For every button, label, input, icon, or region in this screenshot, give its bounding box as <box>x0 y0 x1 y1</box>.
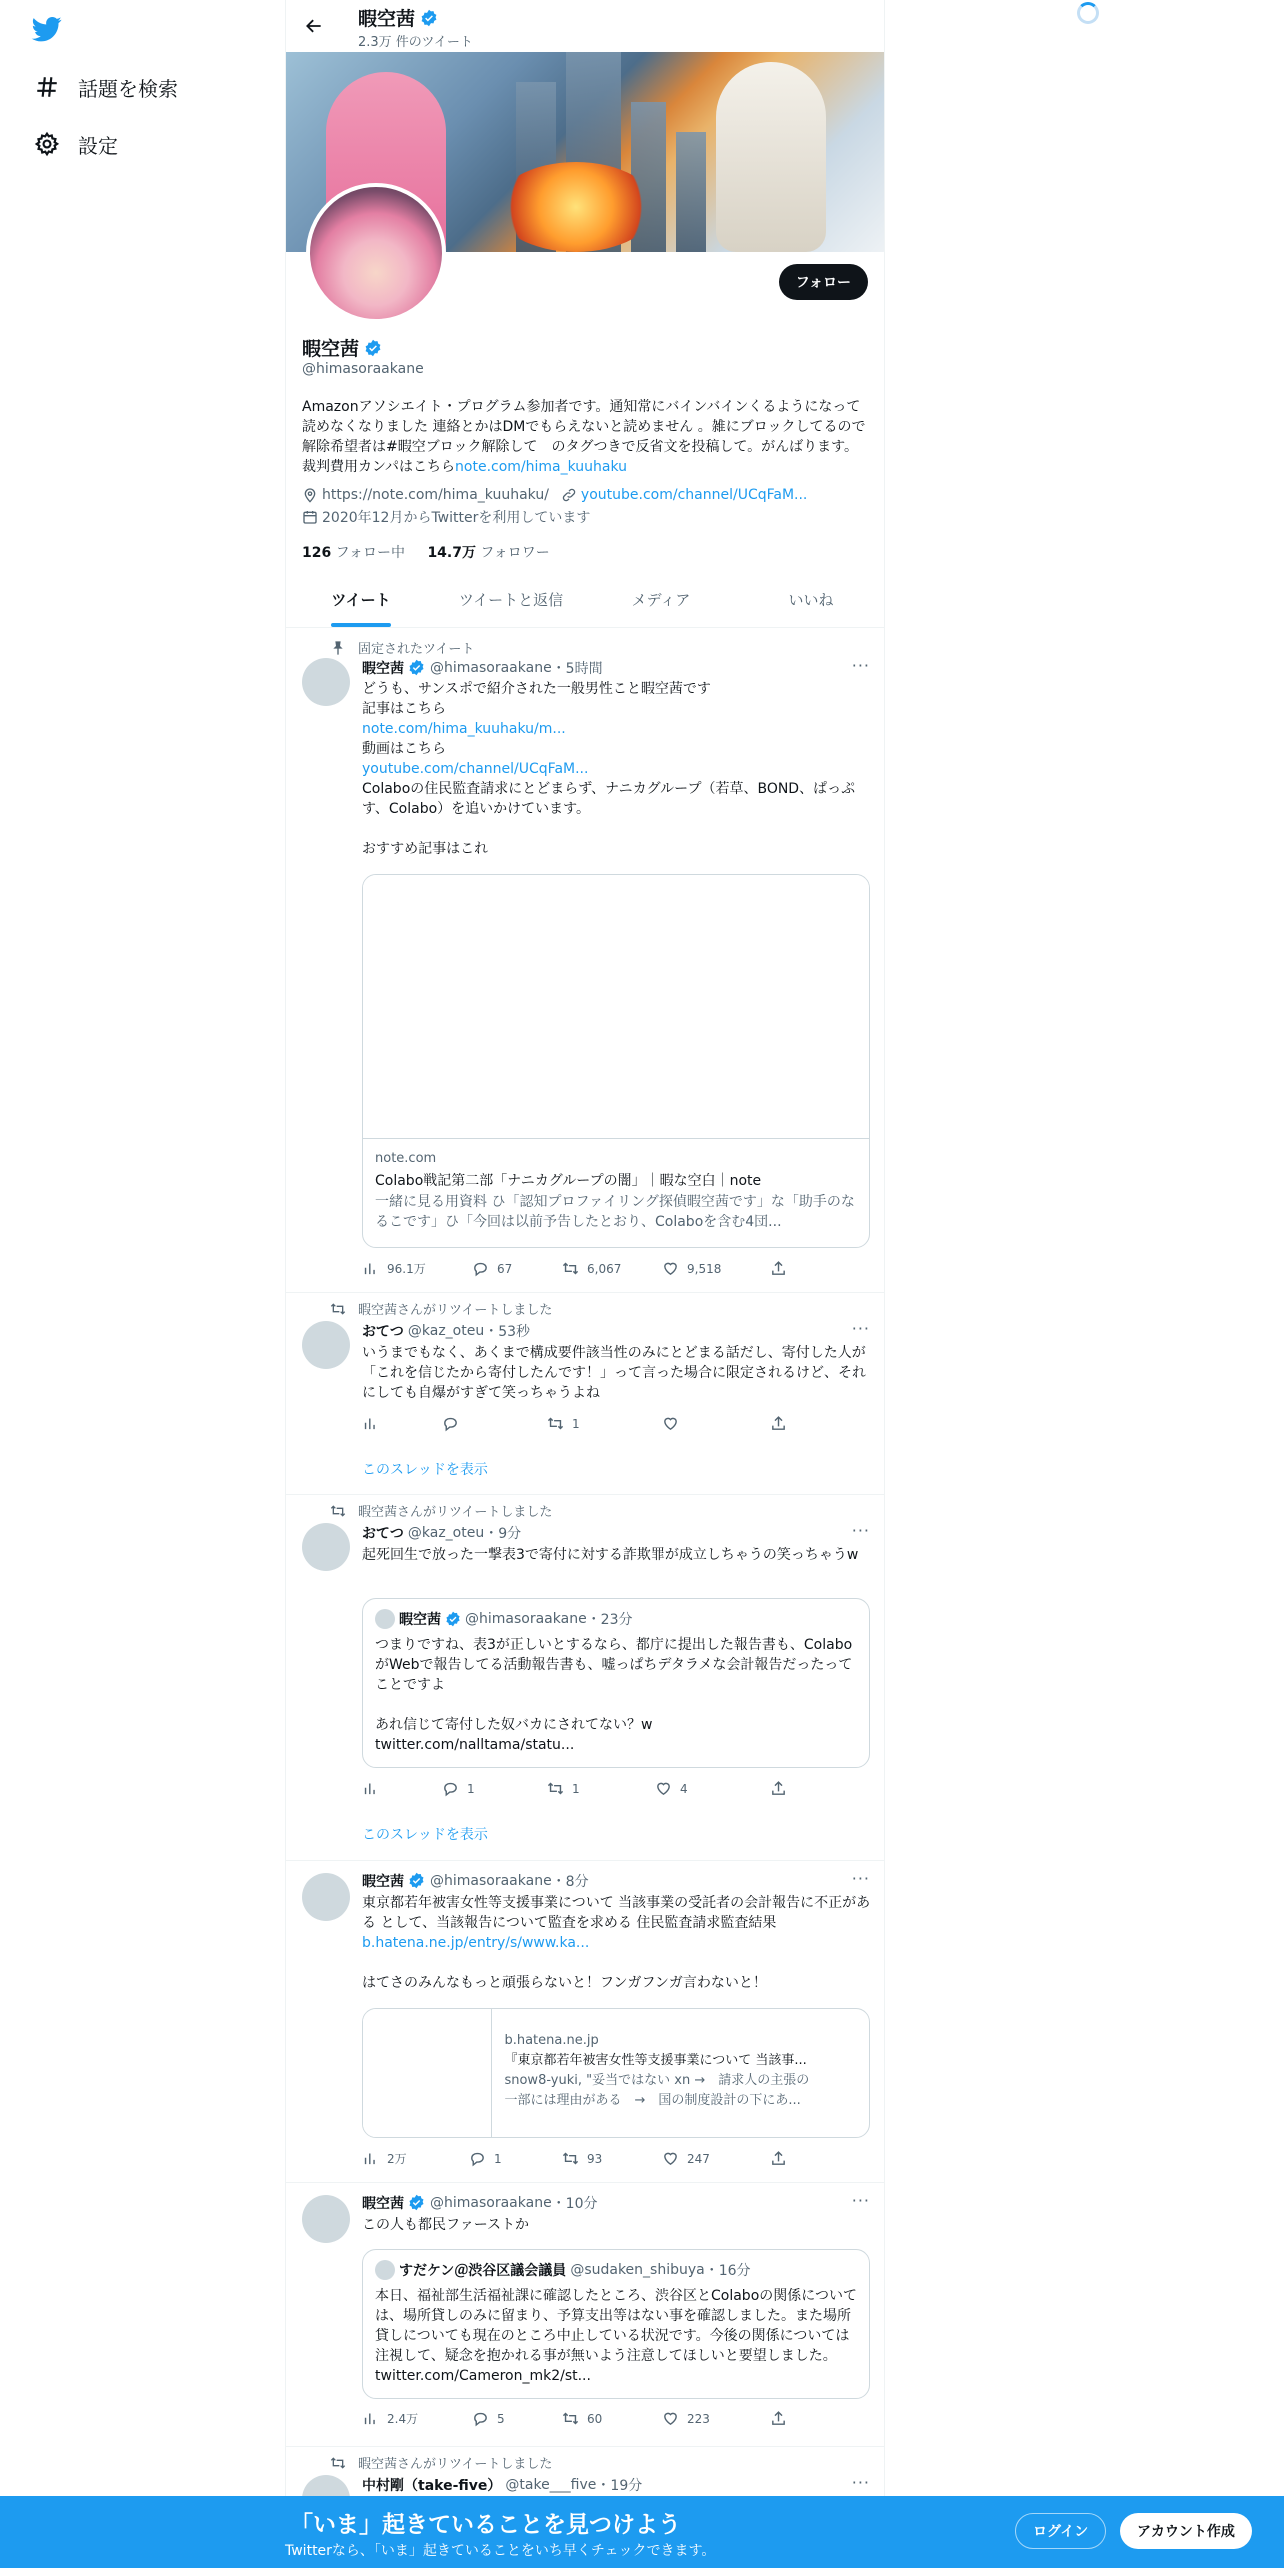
following-label: フォロー中 <box>331 545 405 561</box>
share-icon <box>770 2150 787 2167</box>
following-link[interactable] <box>302 545 405 561</box>
quoted-tweet[interactable] <box>362 2249 870 2399</box>
tweet-time[interactable]: ・53秒 <box>484 1324 531 1340</box>
tweet-header <box>362 1523 521 1543</box>
share-button[interactable] <box>770 2150 787 2167</box>
share-button[interactable] <box>770 1780 787 1797</box>
follow-stats <box>302 542 550 562</box>
tweet-link[interactable]: youtube.com/channel/UCqFaM... <box>362 761 589 777</box>
verified-badge-icon <box>364 339 382 357</box>
retweet-context-icon <box>330 2455 346 2471</box>
link-card-image <box>363 875 869 1139</box>
tweet-time[interactable]: ・19分 <box>596 2478 643 2494</box>
retweet-button[interactable] <box>562 2410 602 2427</box>
tweet-author-handle[interactable]: @kaz_oteu <box>407 1323 485 1339</box>
like-count: 223 <box>687 2411 710 2426</box>
reply-icon <box>442 1780 459 1797</box>
avatar[interactable] <box>302 1321 350 1369</box>
link-card-description: snow8-yuki, "妥当ではない xn → 請求人の主張の <box>504 2073 810 2088</box>
retweet-icon <box>562 2410 579 2427</box>
avatar <box>375 1609 395 1629</box>
retweet-icon <box>562 2150 579 2167</box>
tab-tweets[interactable]: ツイート <box>286 572 436 627</box>
retweet-button[interactable] <box>547 1780 580 1797</box>
tweet-header <box>362 658 603 678</box>
profile-header-bar <box>286 0 885 52</box>
tweet-actions <box>362 1415 782 1435</box>
reply-button[interactable] <box>442 1780 475 1797</box>
tweet-text <box>362 679 872 859</box>
tweet-author-name[interactable]: 中村剛（take-five） <box>362 2478 502 2494</box>
signup-button[interactable]: アカウント作成 <box>1120 2513 1252 2549</box>
like-button[interactable] <box>662 1415 687 1432</box>
tweet-context <box>330 638 474 657</box>
show-thread-link[interactable]: このスレッドを表示 <box>362 1827 488 1843</box>
tweet-author-name[interactable]: 暇空茜 <box>362 661 404 677</box>
link-card-image <box>363 2009 492 2137</box>
tweet-actions <box>362 1780 782 1800</box>
views-button[interactable] <box>362 1260 426 1277</box>
more-options-icon[interactable]: ··· <box>851 2473 870 2492</box>
tweet-count: 2.3万 件のツイート <box>358 35 473 50</box>
login-button[interactable]: ログイン <box>1015 2513 1106 2549</box>
quoted-tweet-text: つまりですね、表3が正しいとするなら、都庁に提出した報告書も、ColaboがWebで報告してる活動報告書も、嘘っぱちデタラメな会計報告だったってことですよ あれ信じて寄付した奴バカにされてない？w twitter.com/nalltama/statu... <box>375 1637 853 1753</box>
tweet-text: この人も都民ファーストか <box>362 2217 530 2233</box>
verified-badge-icon <box>445 1611 461 1627</box>
reply-icon <box>472 2410 489 2427</box>
loading-spinner-icon <box>1077 2 1099 24</box>
nav-explore[interactable] <box>30 67 178 107</box>
tweet-line: Colaboの住民監査請求にとどまらず、ナニカグループ（若草、BOND、ぱっぷす、Colabo）を追いかけています。 おすすめ記事はこれ <box>362 781 856 857</box>
share-icon <box>770 1415 787 1432</box>
tweet-hatena[interactable] <box>286 1861 885 2183</box>
tweet-text: いうまでもなく、あくまで構成要件該当性のみにとどまる話だし、寄付した人が「これを信じたから寄付したんです！」って言った場合に限定されるけど、それにしても自爆がすぎて笑っちゃうよね <box>362 1345 866 1401</box>
quoted-author-handle: @sudaken_shibuya <box>570 2262 705 2278</box>
retweet-icon <box>547 1780 564 1797</box>
tweet-author-name[interactable]: 暇空茜 <box>362 2196 404 2212</box>
location-icon <box>302 487 318 503</box>
hashtag-icon <box>30 70 64 104</box>
tweet-retweet[interactable] <box>286 1293 885 1495</box>
like-button[interactable] <box>662 2150 710 2167</box>
retweet-icon <box>547 1415 564 1432</box>
tweet-context <box>330 1501 552 1520</box>
twitter-logo-icon[interactable] <box>30 14 64 44</box>
more-options-icon[interactable]: ··· <box>851 1319 870 1338</box>
retweet-count: 6,067 <box>587 1261 622 1276</box>
reply-button[interactable] <box>442 1415 467 1432</box>
verified-badge-icon <box>420 9 438 27</box>
header-name <box>358 4 438 31</box>
tweet-context <box>330 2453 552 2472</box>
quoted-time: ・16分 <box>704 2263 751 2279</box>
views-button[interactable] <box>362 1415 387 1432</box>
show-thread-link[interactable]: このスレッドを表示 <box>362 1462 488 1478</box>
tweet-author-name[interactable]: おてつ <box>362 1324 404 1340</box>
more-options-icon[interactable]: ··· <box>851 2191 870 2210</box>
signup-banner <box>0 2496 1284 2568</box>
share-icon <box>770 1260 787 1277</box>
profile-joined-row <box>302 507 590 527</box>
quoted-tweet-header <box>375 1609 857 1629</box>
heart-icon <box>662 2410 679 2427</box>
retweet-count: 93 <box>587 2151 603 2166</box>
retweet-count: 60 <box>587 2411 603 2426</box>
tweet-text: 起死回生で放った一撃表3で寄付に対する詐欺罪が成立しちゃうの笑っちゃうw <box>362 1547 859 1563</box>
verified-badge-icon <box>408 659 426 677</box>
avatar[interactable] <box>302 1873 350 1921</box>
tab-media[interactable]: メディア <box>631 591 691 609</box>
views-button[interactable] <box>362 2410 418 2427</box>
reply-button[interactable] <box>472 1260 512 1277</box>
verified-badge-icon <box>408 1872 426 1890</box>
followers-link[interactable] <box>427 545 549 561</box>
tweet-context-text: 暇空茜さんがリツイートしました <box>358 1505 553 1520</box>
like-count: 247 <box>687 2151 710 2166</box>
tab-tweets-replies[interactable]: ツイートと返信 <box>458 591 564 609</box>
quoted-author-name: 暇空茜 <box>399 1612 441 1628</box>
profile-location: https://note.com/hima_kuuhaku/ <box>322 487 549 503</box>
tweet-retweet-quote[interactable] <box>286 1495 885 1861</box>
tweet-author-name[interactable]: 暇空茜 <box>362 1874 404 1890</box>
gear-icon <box>30 127 64 161</box>
heart-icon <box>662 2150 679 2167</box>
tweet-context-text: 暇空茜さんがリツイートしました <box>358 2457 553 2472</box>
views-icon <box>362 1415 379 1432</box>
tweet-time[interactable]: ・8分 <box>551 1874 589 1890</box>
tweet-actions <box>362 2410 782 2430</box>
avatar[interactable] <box>302 658 350 706</box>
reply-icon <box>442 1415 459 1432</box>
tweet-author-handle[interactable]: @himasoraakane <box>430 1873 552 1889</box>
quoted-tweet-text: 本日、福祉部生活福祉課に確認したところ、渋谷区とColaboの関係については、場所貸しのみに留まり、予算支出等はない事を確認しました。また場所貸しについても現在のところ中止している状況です。今後の関係については注視して、疑念を抱かれる事が無いよう注意してほしいと要望しました。 twitter.com/Cameron_mk2/st... <box>375 2288 857 2384</box>
header-name-text: 暇空茜 <box>358 8 416 30</box>
reply-count: 1 <box>467 1781 475 1796</box>
tweet-header <box>362 2475 642 2495</box>
share-icon <box>770 2410 787 2427</box>
tweet-time[interactable]: ・9分 <box>484 1526 522 1542</box>
tweet-actions <box>362 1260 782 1280</box>
tweet-author-handle[interactable]: @himasoraakane <box>430 660 552 676</box>
tweet-link[interactable]: note.com/hima_kuuhaku/m... <box>362 721 566 737</box>
like-count: 9,518 <box>687 1261 722 1276</box>
nav-explore-label: 話題を検索 <box>78 76 178 101</box>
tweet-header <box>362 1871 589 1891</box>
bio-text: Amazonアソシエイト・プログラム参加者です。通知常にバインバインくるようになって読めなくなりました 連絡とかはDMでもらえないと読めません 。雑にブロックしてるので解除希望者は#暇空ブロック解除して のタグつきで反省文を投稿して。がんばります。裁判費用カンパはこちら <box>302 399 866 475</box>
retweet-button[interactable] <box>547 1415 580 1432</box>
tweet-author-handle[interactable]: @kaz_oteu <box>407 1525 485 1541</box>
nav-settings-label: 設定 <box>78 133 118 158</box>
tweet-quote[interactable] <box>286 2183 885 2447</box>
link-card-title: Colabo戦記第二部「ナニカグループの闇」｜暇な空白｜note <box>375 1173 762 1189</box>
tweet-context-text: 固定されたツイート <box>358 642 475 657</box>
tweet-context-text: 暇空茜さんがリツイートしました <box>358 1303 553 1318</box>
tweet-link[interactable]: b.hatena.ne.jp/entry/s/www.ka... <box>362 1935 590 1951</box>
profile-column <box>285 0 885 2568</box>
profile-name <box>302 334 382 361</box>
tweet-header <box>362 2193 598 2213</box>
tweet-line: はてさのみんなもっと頑張らないと！フンガフンガ言わないと！ <box>362 1975 767 1991</box>
left-nav <box>0 0 285 2568</box>
more-options-icon[interactable]: ··· <box>851 1869 870 1888</box>
tweet-line: 記事はこちら <box>362 701 446 717</box>
tweet-author-handle[interactable]: @take___five <box>505 2477 597 2493</box>
more-options-icon[interactable]: ··· <box>851 1521 870 1540</box>
reply-button[interactable] <box>469 2150 502 2167</box>
heart-icon <box>662 1260 679 1277</box>
profile-bio <box>302 397 872 477</box>
profile-joined: 2020年12月からTwitterを利用しています <box>322 510 591 526</box>
tweet-line: どうも、サンスポで紹介された一般男性こと暇空茜です <box>362 681 711 697</box>
views-icon <box>362 2150 379 2167</box>
profile-name-text: 暇空茜 <box>302 338 360 360</box>
following-count: 126 <box>302 545 332 561</box>
tweet-author-handle[interactable]: @himasoraakane <box>430 2195 552 2211</box>
tweet-time[interactable]: ・10分 <box>551 2196 598 2212</box>
reply-icon <box>469 2150 486 2167</box>
back-arrow-icon[interactable] <box>300 12 328 40</box>
link-card-description: 一緒に見る用資料 ひ「認知プロファイリング探偵暇空茜です」な「助手のなるこです」ひ「今回は以前予告したとおり、Colaboを含む4団... <box>375 1194 855 1230</box>
link-icon <box>561 487 577 503</box>
tweet-context <box>330 1299 552 1318</box>
quoted-tweet[interactable] <box>362 1598 870 1768</box>
heart-icon <box>655 1780 672 1797</box>
tweet-actions <box>362 2150 782 2170</box>
retweet-icon <box>562 1260 579 1277</box>
like-count: 4 <box>680 1781 688 1796</box>
like-button[interactable] <box>655 1780 688 1797</box>
reply-button[interactable] <box>472 2410 505 2427</box>
retweet-context-icon <box>330 1503 346 1519</box>
banner-subtitle: Twitterなら、「いま」起きていることをいち早くチェックできます。 <box>285 2543 716 2559</box>
calendar-icon <box>302 509 318 525</box>
share-icon <box>770 1780 787 1797</box>
quoted-author-handle: @himasoraakane <box>465 1611 587 1627</box>
quoted-tweet-header <box>375 2260 857 2280</box>
share-button[interactable] <box>770 1260 787 1277</box>
avatar <box>375 2260 395 2280</box>
views-count: 2万 <box>387 2152 407 2166</box>
tweet-author-name[interactable]: おてつ <box>362 1526 404 1542</box>
link-card-description: 一部には理由がある → 国の制度設計の下にあ... <box>504 2093 801 2108</box>
avatar[interactable] <box>302 1523 350 1571</box>
nav-settings[interactable] <box>30 124 118 164</box>
reply-icon <box>472 1260 489 1277</box>
tweet-line: 動画はこちら <box>362 741 446 757</box>
reply-count: 1 <box>494 2151 502 2166</box>
share-button[interactable] <box>770 1415 787 1432</box>
followers-count: 14.7万 <box>427 545 476 561</box>
heart-icon <box>662 1415 679 1432</box>
like-button[interactable] <box>662 1260 721 1277</box>
tweet-line: 東京都若年被害女性等支援事業について 当該事業の受託者の会計報告に不正がある として、当該報告について監査を求める 住民監査請求監査結果 <box>362 1895 871 1931</box>
banner-title: 「いま」起きていることを見つけよう <box>290 2512 681 2538</box>
profile-avatar[interactable] <box>306 183 446 323</box>
views-icon <box>362 2410 379 2427</box>
retweet-button[interactable] <box>562 1260 621 1277</box>
retweet-count: 1 <box>572 1781 580 1796</box>
tab-likes[interactable]: いいね <box>788 591 834 609</box>
pin-icon <box>330 640 346 656</box>
profile-meta-links <box>302 487 807 503</box>
link-card-domain: b.hatena.ne.jp <box>504 2033 599 2048</box>
views-button[interactable] <box>362 1780 387 1797</box>
views-count: 2.4万 <box>387 2412 419 2426</box>
views-button[interactable] <box>362 2150 407 2167</box>
bio-link[interactable]: note.com/hima_kuuhaku <box>455 459 628 475</box>
tweet-header <box>362 1321 530 1341</box>
reply-count: 67 <box>497 1261 513 1276</box>
views-icon <box>362 1260 379 1277</box>
verified-badge-icon <box>408 2194 426 2212</box>
link-card[interactable] <box>362 2008 870 2138</box>
retweet-button[interactable] <box>562 2150 602 2167</box>
retweet-context-icon <box>330 1301 346 1317</box>
reply-count: 5 <box>497 2411 505 2426</box>
share-button[interactable] <box>770 2410 787 2427</box>
quoted-time: ・23分 <box>586 1612 633 1628</box>
like-button[interactable] <box>662 2410 710 2427</box>
quoted-author-name: すだケン＠渋谷区議会議員 <box>399 2263 567 2279</box>
tweet-time[interactable]: ・5時間 <box>551 661 603 677</box>
link-card-domain: note.com <box>375 1151 437 1166</box>
views-icon <box>362 1780 379 1797</box>
retweet-count: 1 <box>572 1416 580 1431</box>
link-card-title: 『東京都若年被害女性等支援事業について 当該事... <box>504 2053 807 2068</box>
tweet-pinned[interactable] <box>286 628 885 1293</box>
more-options-icon[interactable]: ··· <box>851 656 870 675</box>
profile-handle: @himasoraakane <box>302 361 424 377</box>
followers-label: フォロワー <box>475 545 550 561</box>
tweet-text <box>362 1893 872 1993</box>
views-count: 96.1万 <box>387 1262 426 1276</box>
link-card[interactable] <box>362 874 870 1248</box>
profile-tabs <box>286 572 885 628</box>
follow-button[interactable]: フォロー <box>779 264 868 300</box>
avatar[interactable] <box>302 2195 350 2243</box>
profile-website-link[interactable]: youtube.com/channel/UCqFaM... <box>580 487 808 503</box>
